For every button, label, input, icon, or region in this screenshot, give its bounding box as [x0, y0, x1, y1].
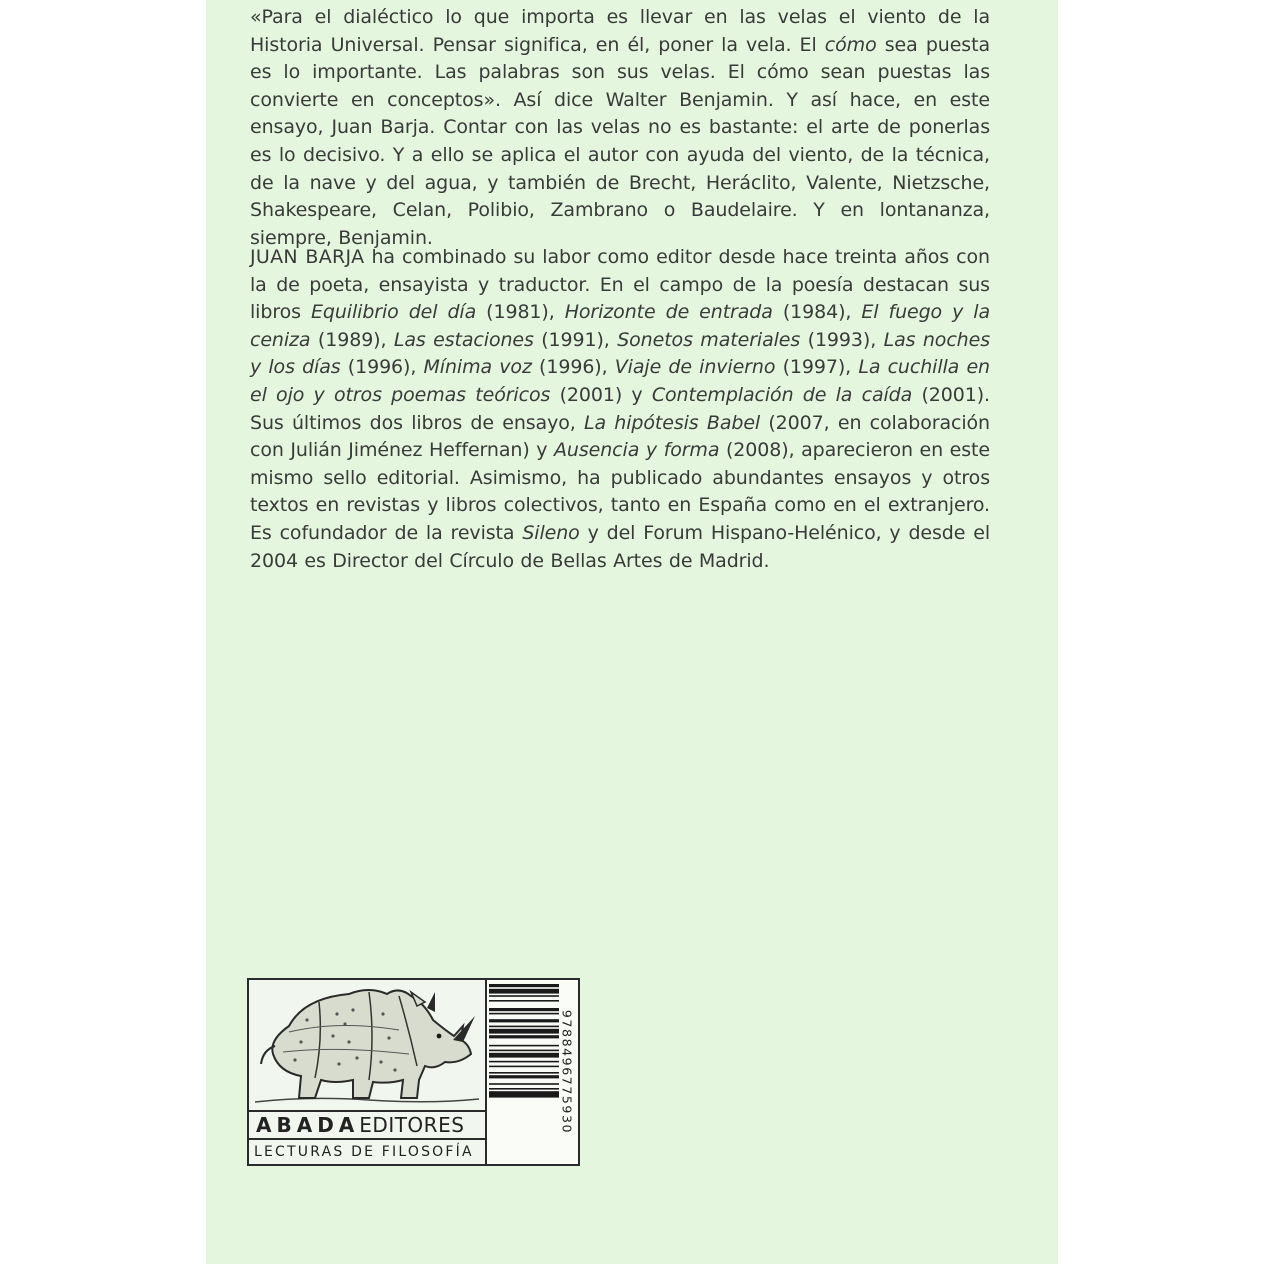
bio-text: (1989),: [310, 328, 394, 351]
book-title: Contemplación de la caída: [651, 383, 913, 406]
bio-text: ha combinado su labor como editor desde hace treinta años con la de poeta, ensayista y traductor. En el campo de la poesía destacan sus libros: [250, 246, 990, 324]
barcode-bar: [489, 1019, 559, 1022]
barcode-bar: [489, 1053, 559, 1058]
bio-text: (1984),: [772, 301, 862, 324]
barcode-bars: [487, 980, 561, 1164]
book-title: Sonetos materiales: [617, 328, 801, 351]
book-title: Las noches y los días: [250, 328, 990, 379]
barcode-bar: [489, 1088, 559, 1090]
publisher-imprint-box: [247, 978, 580, 1166]
bio-text: (1996),: [340, 356, 424, 379]
synopsis-italic-word: cómo: [824, 33, 877, 56]
barcode-bar: [489, 1000, 559, 1002]
book-title: Viaje de invierno: [614, 356, 776, 379]
bio-text: (1993),: [800, 328, 884, 351]
bio-text: (1991),: [533, 328, 618, 351]
book-title: Horizonte de entrada: [564, 301, 773, 324]
barcode-bar: [489, 1050, 559, 1052]
publisher-brand: [249, 1110, 485, 1138]
barcode-bar: [489, 1072, 559, 1074]
book-title: Mínima voz: [423, 356, 532, 379]
barcode-bar: [489, 1029, 559, 1034]
book-title: Ausencia y forma: [554, 439, 720, 462]
author-bio-paragraph: [250, 244, 990, 575]
isbn-barcode: [485, 980, 578, 1164]
book-title: La hipótesis Babel: [583, 411, 761, 434]
synopsis-text-1: «Para el dialéctico lo que importa es llevar en las velas el viento de la Historia Universal. Pensar significa, en él, poner la vela. El: [250, 6, 990, 56]
barcode-bar: [489, 1045, 559, 1047]
bio-text: y del Forum Hispano-Helénico, y desde el 2004 es Director del Círculo de Bellas Artes de Madrid.: [250, 521, 991, 572]
bio-text: (1997),: [775, 356, 859, 379]
publisher-name: ABADA: [256, 1113, 360, 1137]
barcode-bar: [489, 1013, 559, 1015]
book-title: El fuego y la ceniza: [250, 301, 990, 351]
publisher-suffix: EDITORES: [359, 1113, 465, 1137]
isbn-number: [560, 984, 574, 1160]
bio-text: (2008), aparecieron en este mismo sello editorial. Asimismo, ha publicado abundantes ensayos y otros textos en revistas y libros colectivos, tanto en España como en el extranjero. Es cofundador de la revista: [250, 439, 990, 544]
book-title: La cuchilla en el ojo y otros poemas teóricos: [250, 356, 990, 406]
bio-text: (2001) y: [550, 383, 652, 406]
isbn-digits: 9788496775930: [559, 1009, 575, 1135]
barcode-bar: [489, 1008, 559, 1011]
barcode-bar: [489, 989, 559, 994]
synopsis-paragraph: [250, 4, 990, 252]
barcode-bar: [489, 984, 559, 987]
bio-text: (1981),: [476, 301, 565, 324]
bio-text: (2001). Sus últimos dos libros de ensayo,: [250, 383, 990, 434]
barcode-bar: [489, 1075, 559, 1078]
barcode-bar: [489, 1035, 559, 1038]
barcode-bar: [489, 1066, 559, 1068]
author-name: JUAN BARJA: [250, 246, 365, 268]
barcode-bar: [489, 1026, 559, 1028]
bio-text: (2007, en colaboración con Julián Jiménez Heffernan) y: [250, 411, 990, 462]
synopsis-text-2: sea puesta es lo importante. Las palabras son sus velas. El cómo sean puestas las convierte en conceptos». Así dice Walter Benjamin. Y así hace, en este ensayo, Juan Barja. Contar con las velas no es bastante: el arte de ponerlas es lo decisivo. Y a ello se aplica el autor con ayuda del viento, de la técnica, de la nave y del agua, y también de Brecht, Heráclito, Valente, Nietzsche, Shakespeare, Celan, Polibio, Zambrano o Baudelaire. Y en lontananza, siempre, Benjamin.: [250, 33, 991, 249]
book-title: Las estaciones: [393, 328, 534, 351]
barcode-bar: [489, 1091, 559, 1097]
journal-title: Sileno: [522, 521, 580, 544]
barcode-bar: [489, 1061, 559, 1063]
rhinoceros-woodcut-icon: [249, 980, 485, 1110]
barcode-bar: [489, 1083, 559, 1085]
series-name: LECTURAS DE FILOSOFÍA: [249, 1138, 485, 1164]
book-title: Equilibrio del día: [310, 301, 477, 324]
bio-text: (1996),: [531, 356, 615, 379]
book-back-cover: [206, 0, 1058, 1264]
barcode-bar: [489, 995, 559, 997]
